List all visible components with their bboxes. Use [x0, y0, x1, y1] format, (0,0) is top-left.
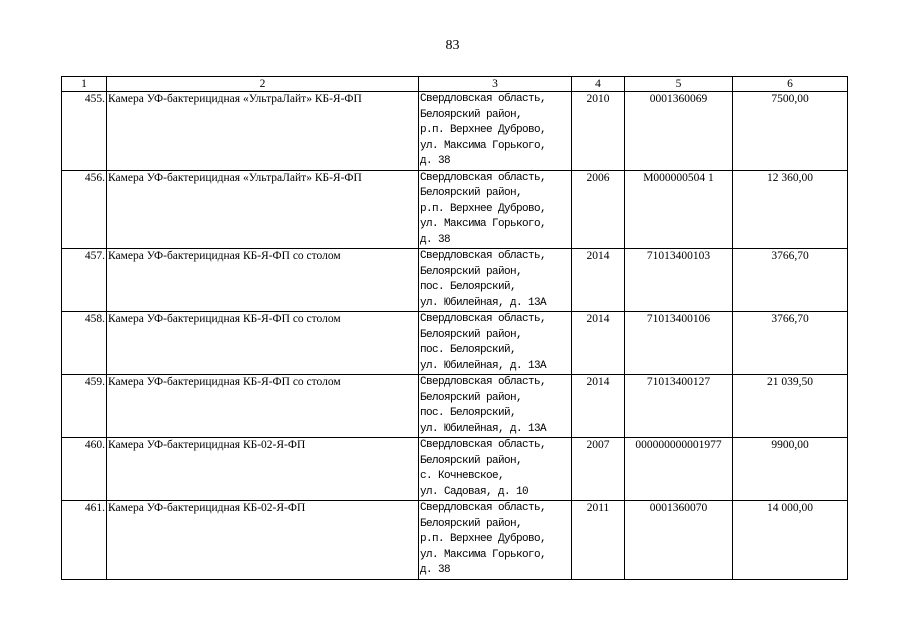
table-row	[62, 438, 848, 501]
row-number: 461.	[62, 501, 107, 580]
address-line: Белоярский район,	[420, 265, 523, 278]
page-number: 83	[445, 38, 460, 53]
item-address	[419, 501, 572, 580]
item-year: 2010	[572, 92, 625, 171]
property-registry-table	[61, 76, 848, 580]
address-line: пос. Белоярский,	[420, 344, 517, 356]
address-line: ул. Максима Горького,	[420, 218, 547, 230]
table-row	[62, 375, 848, 438]
item-price: 21 039,50	[733, 375, 848, 438]
item-address	[419, 249, 572, 312]
item-name: Камера УФ-бактерицидная КБ-Я-ФП со столом	[107, 249, 419, 312]
address-line: р.п. Верхнее Дуброво,	[420, 124, 547, 136]
address-line: Свердловская область,	[420, 313, 547, 325]
column-header: 1	[62, 77, 107, 92]
address-line: д. 38	[420, 233, 451, 246]
table-row	[62, 170, 848, 249]
item-year: 2014	[572, 249, 625, 312]
address-line: ул. Юбилейная, д. 13А	[420, 296, 547, 309]
address-line: Свердловская область,	[420, 502, 547, 514]
row-number: 455.	[62, 92, 107, 171]
item-inventory-number: 0001360070	[625, 501, 733, 580]
address-line: пос. Белоярский,	[420, 281, 517, 293]
item-price: 14 000,00	[733, 501, 848, 580]
item-price: 12 360,00	[733, 170, 848, 249]
item-inventory-number: 000000000001977	[625, 438, 733, 501]
column-header: 6	[733, 77, 848, 92]
item-address	[419, 438, 572, 501]
address-line: ул. Максима Горького,	[420, 139, 547, 152]
item-name: Камера УФ-бактерицидная «УльтраЛайт» КБ-Я-ФП	[107, 170, 419, 249]
item-address	[419, 92, 572, 171]
address-line: р.п. Верхнее Дуброво,	[420, 202, 547, 215]
row-number: 456.	[62, 170, 107, 249]
item-name: Камера УФ-бактерицидная «УльтраЛайт» КБ-Я-ФП	[107, 92, 419, 171]
item-address	[419, 312, 572, 375]
row-number: 460.	[62, 438, 107, 501]
item-price: 7500,00	[733, 92, 848, 171]
address-line: Свердловская область,	[420, 439, 547, 451]
item-price: 3766,70	[733, 312, 848, 375]
item-address	[419, 170, 572, 249]
item-inventory-number: 0001360069	[625, 92, 733, 171]
address-line: Свердловская область,	[420, 250, 547, 262]
item-address	[419, 375, 572, 438]
item-price: 9900,00	[733, 438, 848, 501]
table-row	[62, 92, 848, 171]
row-number: 459.	[62, 375, 107, 438]
address-line: ул. Максима Горького,	[420, 548, 547, 561]
item-name: Камера УФ-бактерицидная КБ-Я-ФП со столом	[107, 312, 419, 375]
address-line: Свердловская область,	[420, 376, 547, 388]
item-price: 3766,70	[733, 249, 848, 312]
address-line: д. 38	[420, 564, 451, 576]
column-header: 3	[419, 77, 572, 92]
address-line: ул. Юбилейная, д. 13А	[420, 422, 547, 435]
item-name: Камера УФ-бактерицидная КБ-02-Я-ФП	[107, 438, 419, 501]
table-body	[62, 92, 848, 580]
address-line: ул. Садовая, д. 10	[420, 485, 529, 498]
item-inventory-number: 71013400103	[625, 249, 733, 312]
table-row	[62, 501, 848, 580]
address-line: Белоярский район,	[420, 454, 523, 467]
address-line: Белоярский район,	[420, 517, 523, 530]
item-inventory-number: 71013400127	[625, 375, 733, 438]
address-line: с. Кочневское,	[420, 470, 505, 482]
column-header: 4	[572, 77, 625, 92]
address-line: Белоярский район,	[420, 108, 523, 121]
item-year: 2014	[572, 312, 625, 375]
item-year: 2006	[572, 170, 625, 249]
row-number: 457.	[62, 249, 107, 312]
row-number: 458.	[62, 312, 107, 375]
item-inventory-number: 71013400106	[625, 312, 733, 375]
address-line: Белоярский район,	[420, 328, 523, 341]
item-year: 2007	[572, 438, 625, 501]
column-number-row	[62, 77, 848, 92]
column-header: 2	[107, 77, 419, 92]
address-line: р.п. Верхнее Дуброво,	[420, 533, 547, 545]
item-year: 2011	[572, 501, 625, 580]
table-row	[62, 312, 848, 375]
item-inventory-number: М000000504 1	[625, 170, 733, 249]
address-line: Свердловская область,	[420, 171, 547, 184]
address-line: Белоярский район,	[420, 391, 523, 404]
address-line: ул. Юбилейная, д. 13А	[420, 359, 547, 372]
item-name: Камера УФ-бактерицидная КБ-Я-ФП со столом	[107, 375, 419, 438]
address-line: Свердловская область,	[420, 93, 547, 105]
item-year: 2014	[572, 375, 625, 438]
column-header: 5	[625, 77, 733, 92]
address-line: пос. Белоярский,	[420, 407, 517, 419]
address-line: Белоярский район,	[420, 187, 523, 199]
table-row	[62, 249, 848, 312]
item-name: Камера УФ-бактерицидная КБ-02-Я-ФП	[107, 501, 419, 580]
address-line: д. 38	[420, 155, 451, 167]
